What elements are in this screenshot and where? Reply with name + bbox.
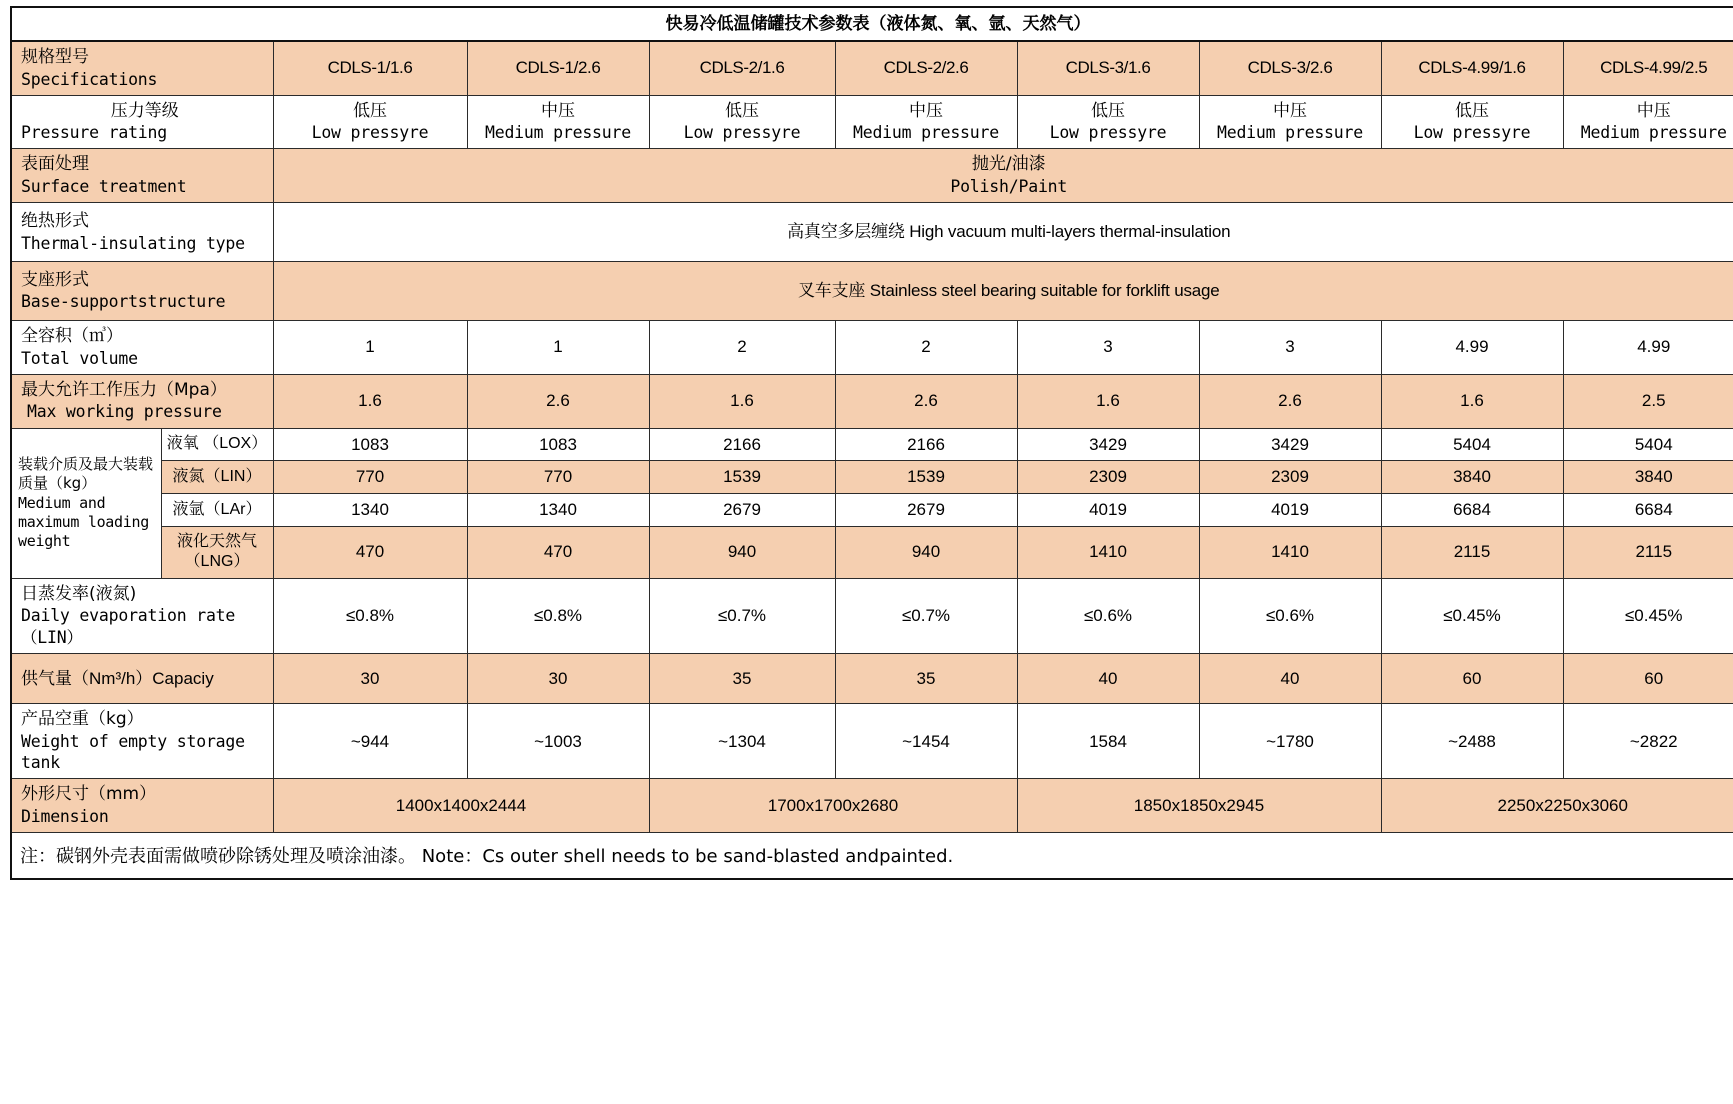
cell-pressure-rating-2-en: Medium pressure	[484, 123, 631, 143]
cell-capacity-7: 60	[1381, 653, 1563, 704]
cell-base-support-value: 叉车支座 Stainless steel bearing suitable for forklift usage	[273, 262, 1733, 321]
cell-capacity-3: 35	[649, 653, 835, 704]
row-empty-weight	[11, 704, 1733, 779]
column-header-3: CDLS-2/1.6	[649, 41, 835, 95]
cell-evaporation-2: ≤0.8%	[467, 578, 649, 653]
row-label-total-volume-cn: 全容积（㎥）	[21, 325, 123, 346]
cell-pressure-rating-7	[1381, 95, 1563, 149]
cell-total-volume-2: 1	[467, 320, 649, 374]
row-medium-lng	[11, 526, 1733, 578]
cell-max-pressure-6: 2.6	[1199, 374, 1381, 428]
cell-max-pressure-3: 1.6	[649, 374, 835, 428]
cell-lar-7: 6684	[1381, 494, 1563, 527]
cell-capacity-8: 60	[1563, 653, 1733, 704]
cell-evaporation-7: ≤0.45%	[1381, 578, 1563, 653]
row-label-total-volume	[11, 320, 273, 374]
cell-lin-5: 2309	[1017, 461, 1199, 494]
cell-pressure-rating-8-en: Medium pressure	[1580, 123, 1727, 143]
cell-lin-3: 1539	[649, 461, 835, 494]
cell-capacity-4: 35	[835, 653, 1017, 704]
cell-lng-1: 470	[273, 526, 467, 578]
cell-pressure-rating-1	[273, 95, 467, 149]
row-surface-treatment	[11, 149, 1733, 203]
column-header-1: CDLS-1/1.6	[273, 41, 467, 95]
row-label-max-pressure-en: Max working pressure	[27, 402, 222, 422]
cell-pressure-rating-6-en: Medium pressure	[1216, 123, 1363, 143]
column-header-4: CDLS-2/2.6	[835, 41, 1017, 95]
cell-pressure-rating-7-en: Low pressyre	[1413, 123, 1531, 143]
row-label-total-volume-en: Total volume	[21, 348, 138, 368]
cell-insulation-value: 高真空多层缠绕 High vacuum multi-layers thermal-insulation	[273, 203, 1733, 262]
cell-pressure-rating-4-cn: 中压	[909, 100, 943, 121]
cell-evaporation-5: ≤0.6%	[1017, 578, 1199, 653]
cell-pressure-rating-8-cn: 中压	[1636, 100, 1671, 121]
cell-lar-1: 1340	[273, 494, 467, 527]
row-label-evaporation-en: Daily evaporation rate（LIN）	[21, 606, 236, 647]
cell-lin-7: 3840	[1381, 461, 1563, 494]
row-label-evaporation-cn: 日蒸发率(液氮)	[21, 583, 137, 604]
row-label-pressure-rating-en: Pressure rating	[21, 123, 168, 143]
cell-pressure-rating-7-cn: 低压	[1455, 100, 1489, 121]
cell-lox-3: 2166	[649, 428, 835, 461]
cell-lng-5: 1410	[1017, 526, 1199, 578]
row-medium-lin	[11, 461, 1733, 494]
row-label-medium-group	[11, 428, 161, 578]
cell-lox-7: 5404	[1381, 428, 1563, 461]
cell-lar-5: 4019	[1017, 494, 1199, 527]
cell-pressure-rating-8	[1563, 95, 1733, 149]
row-label-specifications-cn: 规格型号	[21, 46, 89, 67]
medium-name-lox: 液氧 （LOX）	[161, 428, 273, 461]
column-header-2: CDLS-1/2.6	[467, 41, 649, 95]
row-total-volume	[11, 320, 1733, 374]
row-label-dimension-en: Dimension	[21, 807, 109, 827]
cell-lar-4: 2679	[835, 494, 1017, 527]
cell-total-volume-4: 2	[835, 320, 1017, 374]
cell-pressure-rating-4-en: Medium pressure	[852, 123, 999, 143]
row-label-max-pressure-cn: 最大允许工作压力（Mpa）	[21, 379, 227, 400]
cell-total-volume-8: 4.99	[1563, 320, 1733, 374]
cell-empty-weight-2: ~1003	[467, 704, 649, 779]
row-label-pressure-rating	[11, 95, 273, 149]
cell-evaporation-4: ≤0.7%	[835, 578, 1017, 653]
cell-pressure-rating-6	[1199, 95, 1381, 149]
cell-lng-8: 2115	[1563, 526, 1733, 578]
row-label-surface-treatment-cn: 表面处理	[21, 154, 89, 175]
cell-lox-4: 2166	[835, 428, 1017, 461]
row-base-support	[11, 262, 1733, 321]
row-label-insulation-cn: 绝热形式	[21, 210, 89, 231]
cell-max-pressure-5: 1.6	[1017, 374, 1199, 428]
cell-total-volume-1: 1	[273, 320, 467, 374]
cell-lng-2: 470	[467, 526, 649, 578]
row-evaporation	[11, 578, 1733, 653]
cell-lox-6: 3429	[1199, 428, 1381, 461]
cell-capacity-2: 30	[467, 653, 649, 704]
medium-name-lar: 液氩（LAr）	[161, 494, 273, 527]
row-label-medium-group-cn: 装载介质及最大装载质量（kg）	[18, 455, 154, 493]
row-label-empty-weight	[11, 704, 273, 779]
row-label-evaporation	[11, 578, 273, 653]
row-label-base-support	[11, 262, 273, 321]
row-label-empty-weight-cn: 产品空重（kg）	[21, 709, 144, 730]
row-medium-lox	[11, 428, 1733, 461]
cell-surface-treatment-en: Polish/Paint	[950, 177, 1068, 197]
row-label-insulation	[11, 203, 273, 262]
cell-empty-weight-3: ~1304	[649, 704, 835, 779]
cell-pressure-rating-5-cn: 低压	[1091, 100, 1125, 121]
cell-max-pressure-4: 2.6	[835, 374, 1017, 428]
cell-dimension-2: 1700x1700x2680	[649, 779, 1017, 833]
row-medium-lar	[11, 494, 1733, 527]
row-label-dimension	[11, 779, 273, 833]
cell-empty-weight-1: ~944	[273, 704, 467, 779]
cell-pressure-rating-3-en: Low pressyre	[683, 123, 801, 143]
row-label-dimension-cn: 外形尺寸（mm）	[21, 784, 157, 805]
cell-lin-1: 770	[273, 461, 467, 494]
cell-pressure-rating-2	[467, 95, 649, 149]
cell-pressure-rating-1-en: Low pressyre	[311, 123, 429, 143]
cell-pressure-rating-4	[835, 95, 1017, 149]
cell-lox-8: 5404	[1563, 428, 1733, 461]
cell-lar-8: 6684	[1563, 494, 1733, 527]
cell-pressure-rating-5-en: Low pressyre	[1049, 123, 1167, 143]
column-header-7: CDLS-4.99/1.6	[1381, 41, 1563, 95]
cell-surface-treatment-cn: 抛光/油漆	[971, 154, 1046, 175]
cell-lin-4: 1539	[835, 461, 1017, 494]
cell-evaporation-3: ≤0.7%	[649, 578, 835, 653]
row-label-insulation-en: Thermal-insulating type	[21, 233, 245, 253]
cell-capacity-5: 40	[1017, 653, 1199, 704]
row-label-specifications-en: Specifications	[21, 69, 158, 89]
row-insulation	[11, 203, 1733, 262]
cell-lox-5: 3429	[1017, 428, 1199, 461]
cell-pressure-rating-3	[649, 95, 835, 149]
cell-empty-weight-6: ~1780	[1199, 704, 1381, 779]
cell-surface-treatment-value	[273, 149, 1733, 203]
cell-lar-2: 1340	[467, 494, 649, 527]
row-max-pressure	[11, 374, 1733, 428]
row-label-base-support-en: Base-supportstructure	[21, 292, 226, 312]
row-label-medium-group-en: Medium and maximum loading weight	[18, 493, 149, 550]
cell-max-pressure-8: 2.5	[1563, 374, 1733, 428]
cell-lin-2: 770	[467, 461, 649, 494]
cell-dimension-1: 1400x1400x2444	[273, 779, 649, 833]
cell-empty-weight-8: ~2822	[1563, 704, 1733, 779]
row-label-capacity: 供气量（Nm³/h）Capaciy	[11, 653, 273, 704]
row-note	[11, 833, 1733, 880]
row-dimension	[11, 779, 1733, 833]
cell-pressure-rating-5	[1017, 95, 1199, 149]
column-header-8: CDLS-4.99/2.5	[1563, 41, 1733, 95]
cell-lin-6: 2309	[1199, 461, 1381, 494]
column-header-5: CDLS-3/1.6	[1017, 41, 1199, 95]
cell-pressure-rating-6-cn: 中压	[1273, 100, 1307, 121]
cell-total-volume-7: 4.99	[1381, 320, 1563, 374]
row-label-specifications	[11, 41, 273, 95]
row-label-base-support-cn: 支座形式	[21, 269, 89, 290]
cell-lin-8: 3840	[1563, 461, 1733, 494]
spec-table	[10, 6, 1733, 880]
cell-capacity-1: 30	[273, 653, 467, 704]
cell-lng-7: 2115	[1381, 526, 1563, 578]
cell-dimension-3: 1850x1850x2945	[1017, 779, 1381, 833]
cell-total-volume-5: 3	[1017, 320, 1199, 374]
row-capacity	[11, 653, 1733, 704]
cell-pressure-rating-3-cn: 低压	[725, 100, 759, 121]
medium-name-lin: 液氮（LIN）	[161, 461, 273, 494]
cell-max-pressure-1: 1.6	[273, 374, 467, 428]
cell-lar-6: 4019	[1199, 494, 1381, 527]
row-label-surface-treatment-en: Surface treatment	[21, 177, 187, 197]
row-label-pressure-rating-cn: 压力等级	[110, 100, 179, 121]
cell-max-pressure-7: 1.6	[1381, 374, 1563, 428]
row-pressure-rating	[11, 95, 1733, 149]
row-label-surface-treatment	[11, 149, 273, 203]
column-header-6: CDLS-3/2.6	[1199, 41, 1381, 95]
cell-lar-3: 2679	[649, 494, 835, 527]
note-text: 注：碳钢外壳表面需做喷砂除锈处理及喷涂油漆。 Note：Cs outer shell needs to be sand-blasted andpainted.	[20, 846, 954, 868]
cell-empty-weight-5: 1584	[1017, 704, 1199, 779]
cell-empty-weight-7: ~2488	[1381, 704, 1563, 779]
row-label-empty-weight-en: Weight of empty storage tank	[21, 732, 245, 773]
cell-evaporation-1: ≤0.8%	[273, 578, 467, 653]
note-cell	[11, 833, 1733, 880]
cell-lng-6: 1410	[1199, 526, 1381, 578]
cell-lng-3: 940	[649, 526, 835, 578]
cell-lng-4: 940	[835, 526, 1017, 578]
cell-max-pressure-2: 2.6	[467, 374, 649, 428]
cell-evaporation-6: ≤0.6%	[1199, 578, 1381, 653]
cell-evaporation-8: ≤0.45%	[1563, 578, 1733, 653]
cell-pressure-rating-1-cn: 低压	[353, 100, 387, 121]
header-row-specifications	[11, 41, 1733, 95]
row-label-max-pressure	[11, 374, 273, 428]
title-row	[11, 7, 1733, 41]
medium-name-lng: 液化天然气（LNG）	[161, 526, 273, 578]
cell-capacity-6: 40	[1199, 653, 1381, 704]
cell-total-volume-6: 3	[1199, 320, 1381, 374]
page-title: 快易冷低温储罐技术参数表（液体氮、氧、氩、天然气）	[11, 7, 1733, 41]
cell-lox-2: 1083	[467, 428, 649, 461]
cell-empty-weight-4: ~1454	[835, 704, 1017, 779]
cell-dimension-4: 2250x2250x3060	[1381, 779, 1733, 833]
cell-lox-1: 1083	[273, 428, 467, 461]
cell-pressure-rating-2-cn: 中压	[541, 100, 575, 121]
cell-total-volume-3: 2	[649, 320, 835, 374]
